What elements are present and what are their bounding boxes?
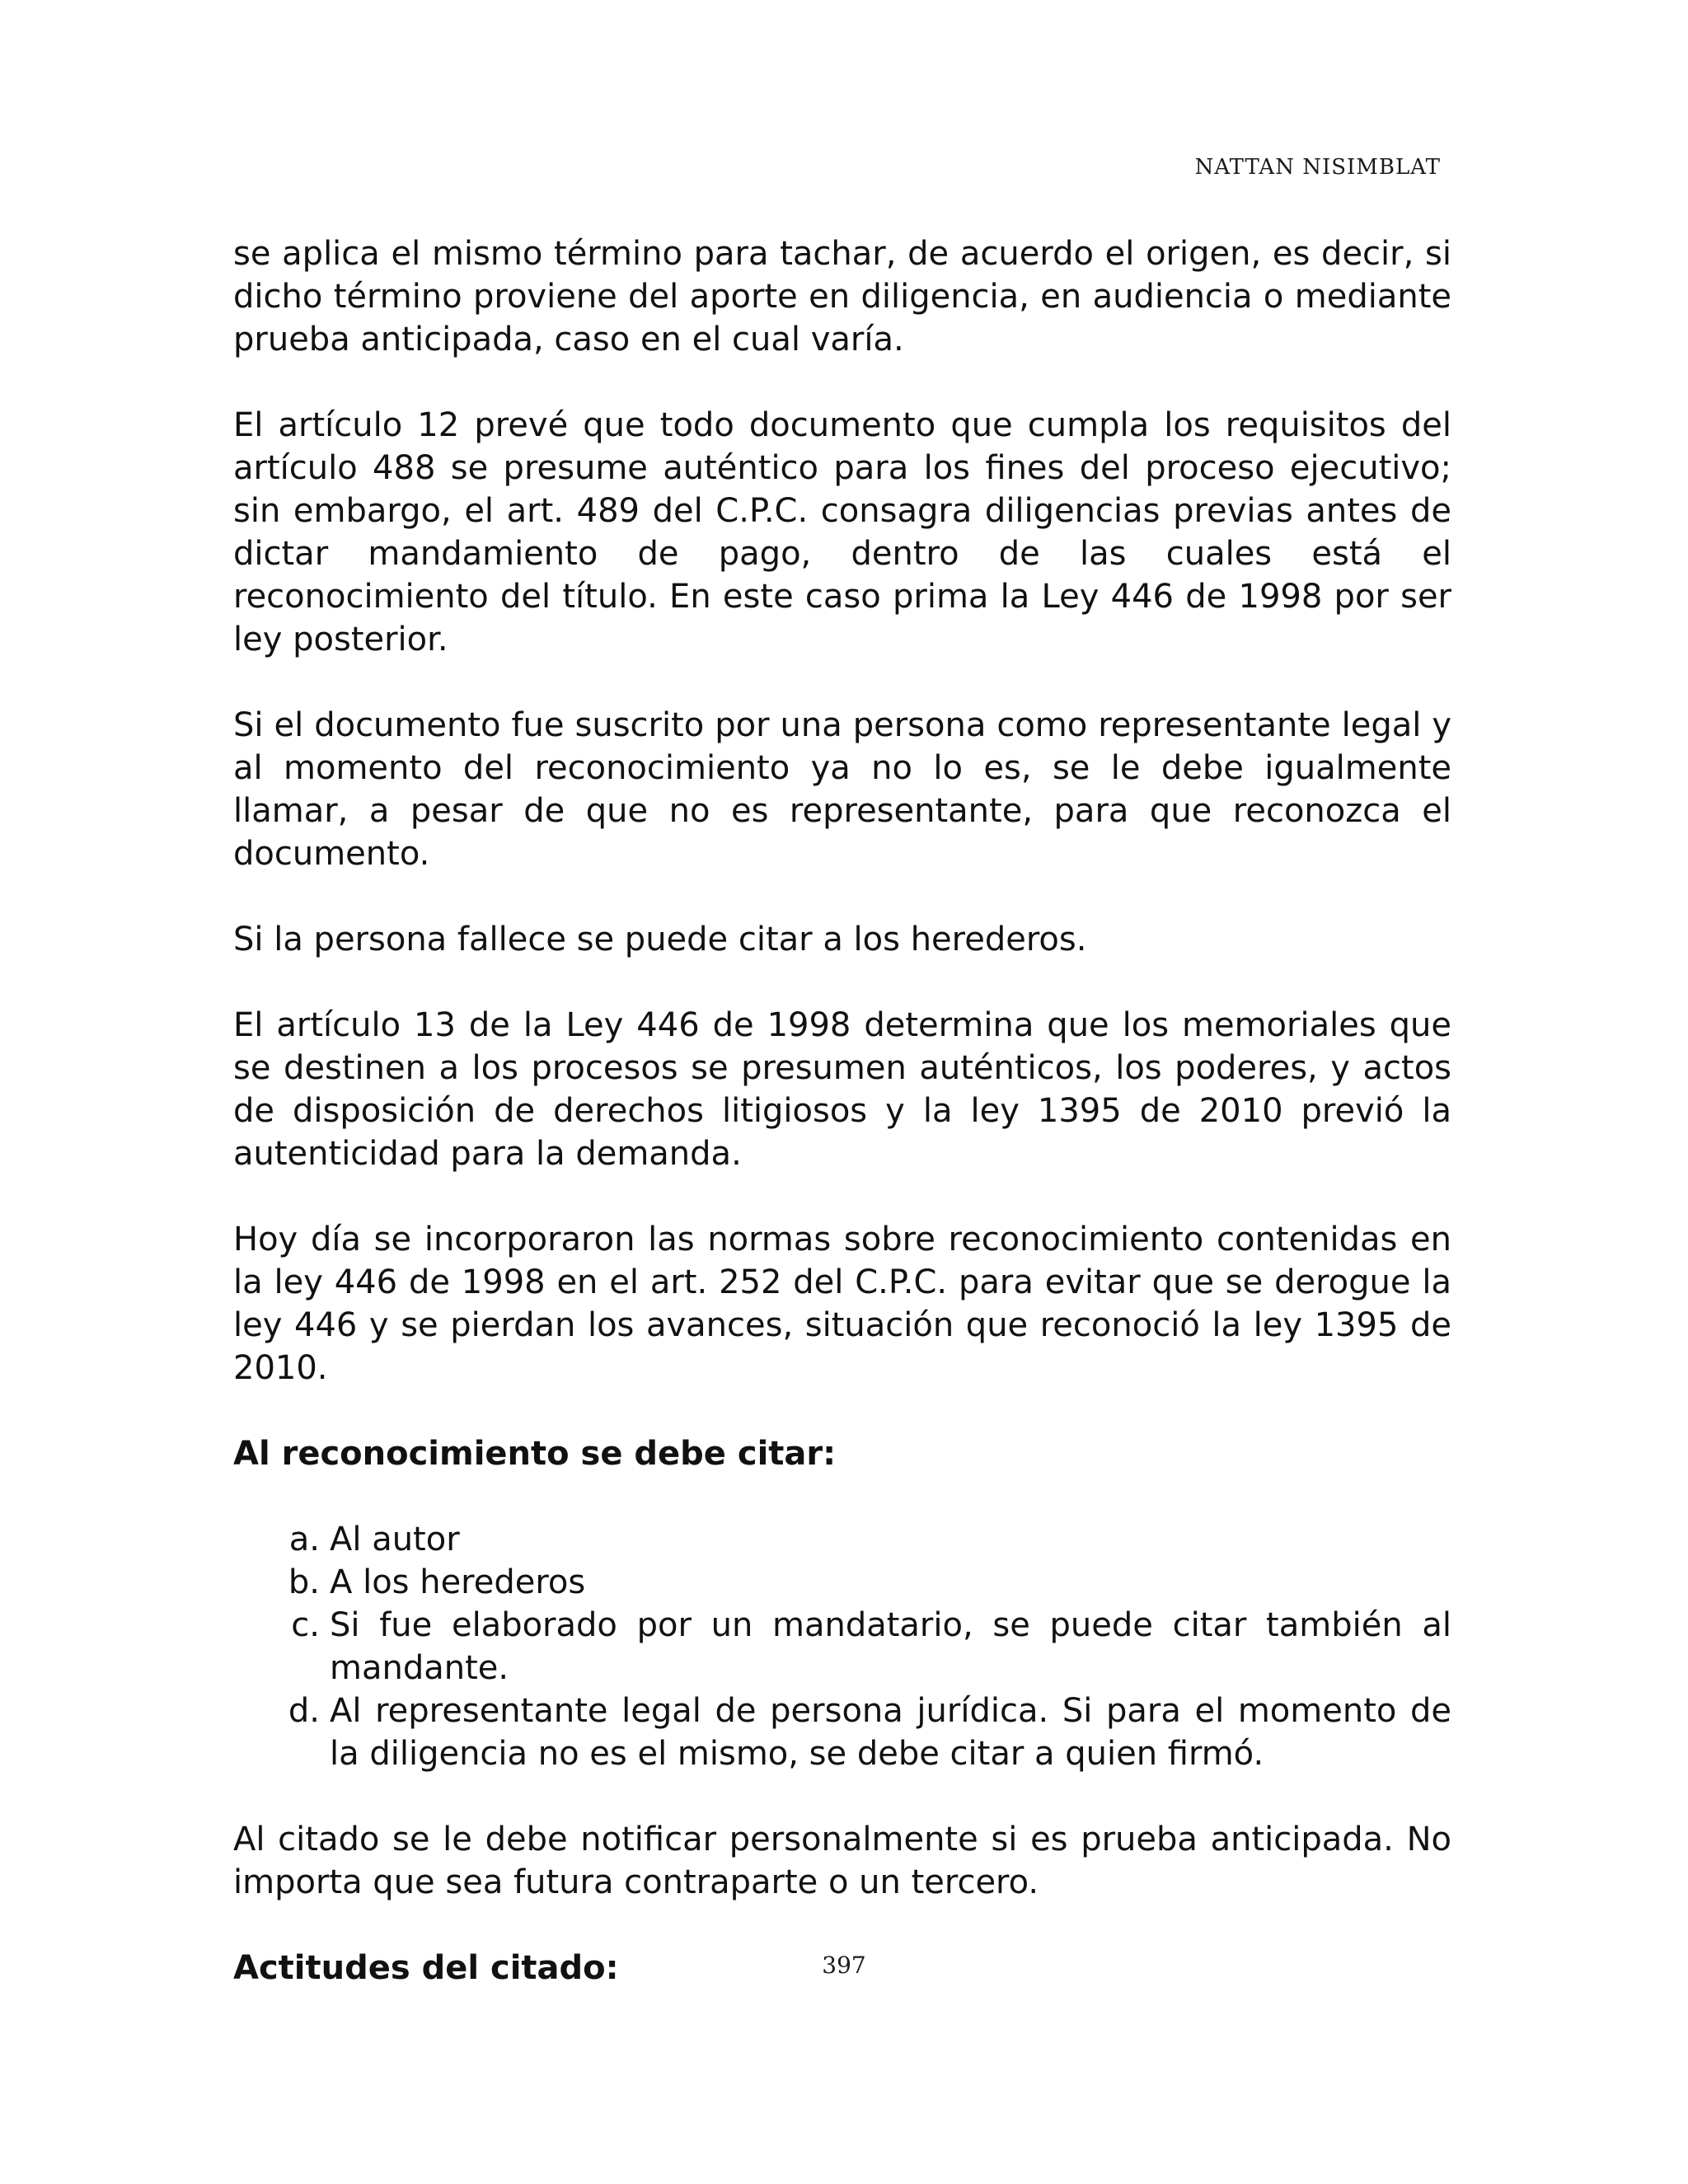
paragraph-1: se aplica el mismo término para tachar, de acuerdo el origen, es decir, si dicho término proviene del aporte en diligencia, en audiencia o mediante prueba anticipada, caso en el cual varía. xyxy=(233,235,1451,359)
list-marker: d. xyxy=(288,1692,320,1730)
list-item xyxy=(233,1518,1451,1561)
paragraph-2: El artículo 12 prevé que todo documento que cumpla los requisitos del artículo 488 se presume auténtico para los fines del proceso ejecutivo; sin embargo, el art. 489 del C.P.C. consagra diligencias previas antes de dictar mandamiento de pago, dentro de las cuales está el reconocimiento del título. En este caso prima la Ley 446 de 1998 por ser ley posterior. xyxy=(233,406,1451,658)
citation-list xyxy=(233,1518,1451,1775)
list-item-text: Al autor xyxy=(330,1521,460,1558)
list-item xyxy=(233,1604,1451,1690)
list-marker: c. xyxy=(291,1606,320,1644)
closing-paragraph: Al citado se le debe notificar personalmente si es prueba anticipada. No importa que sea futura contraparte o un tercero. xyxy=(233,1821,1451,1901)
paragraph-3: Si el documento fue suscrito por una persona como representante legal y al momento del reconocimiento ya no lo es, se le debe igualmente llamar, a pesar de que no es representante, para que reconozca el documento. xyxy=(233,706,1451,873)
list-item-text: Al representante legal de persona jurídica. Si para el momento de la diligencia no es el mismo, se debe citar a quien firmó. xyxy=(330,1692,1451,1773)
page-number: 397 xyxy=(822,1952,866,1979)
list-item xyxy=(233,1561,1451,1604)
list-item xyxy=(233,1690,1451,1775)
section-heading-attitudes: Actitudes del citado: xyxy=(233,1949,619,1987)
list-item-text: Si fue elaborado por un mandatario, se puede citar también al mandante. xyxy=(330,1606,1451,1687)
running-header-author: NATTAN NISIMBLAT xyxy=(1194,155,1441,180)
paragraph-4: Si la persona fallece se puede citar a los herederos. xyxy=(233,921,1087,958)
list-item-text: A los herederos xyxy=(330,1563,586,1601)
paragraph-6: Hoy día se incorporaron las normas sobre reconocimiento contenidas en la ley 446 de 1998 en el art. 252 del C.P.C. para evitar que se derogue la ley 446 y se pierdan los avances, situación que reconoció la ley 1395 de 2010. xyxy=(233,1221,1451,1387)
section-heading-citation: Al reconocimiento se debe citar: xyxy=(233,1435,837,1473)
paragraph-5: El artículo 13 de la Ley 446 de 1998 determina que los memoriales que se destinen a los procesos se presumen auténticos, los poderes, y actos de disposición de derechos litigiosos y la ley 1395 de 2010 previó la autenticidad para la demanda. xyxy=(233,1006,1451,1173)
body-text xyxy=(233,232,1451,2032)
list-marker: b. xyxy=(288,1563,320,1601)
list-marker: a. xyxy=(288,1521,320,1558)
